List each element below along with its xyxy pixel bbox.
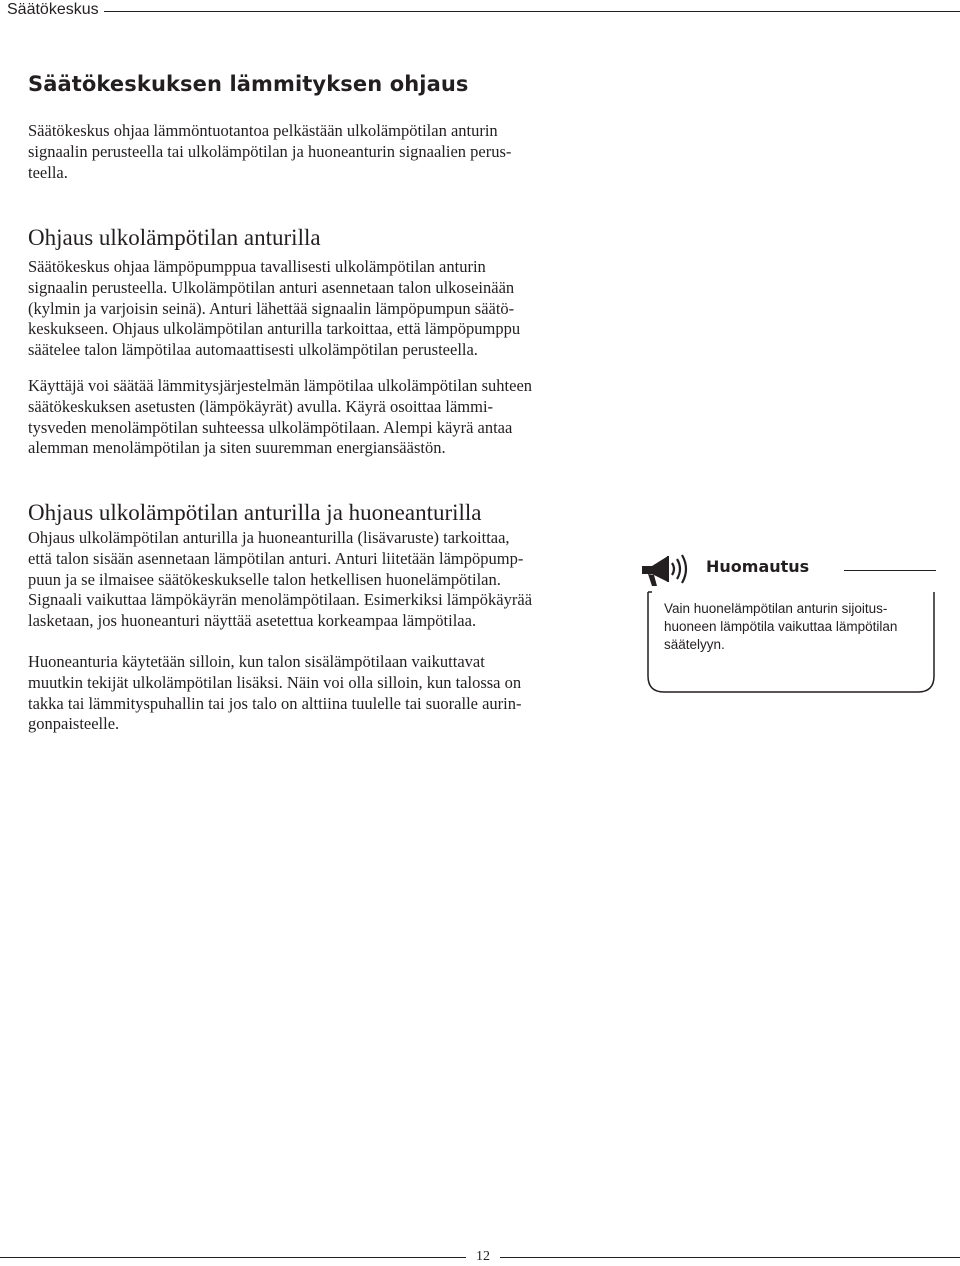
text-line: Huoneanturia käytetään silloin, kun talon sisälämpötilaan vaikuttavat: [28, 652, 485, 671]
section1-paragraph-1: [28, 257, 568, 361]
megaphone-icon: [638, 546, 694, 594]
text-line: säätelee talon lämpötilaa automaattisesti ulkolämpötilan perusteella.: [28, 340, 478, 360]
text-line: puun ja se ilmaisee säätökeskukselle talon hetkellisen huonelämpötilan.: [28, 569, 501, 589]
text-line: Säätökeskus ohjaa lämpöpumppua tavallisesti ulkolämpötilan anturin: [28, 257, 486, 276]
text-line: takka tai lämmityspuhallin tai jos talo on alttiina tuulelle tai suoralle aurin-: [28, 693, 522, 713]
text-line: säätökeskuksen asetusten (lämpökäyrät) avulla. Käyrä osoittaa lämmi-: [28, 396, 494, 416]
text-line: tysveden menolämpötilan suhteessa ulkolämpötilaan. Alempi käyrä antaa: [28, 417, 513, 437]
footer-rule-left: [0, 1257, 466, 1258]
text-line: huoneen lämpötila vaikuttaa lämpötilan: [664, 619, 898, 635]
text-line: Säätökeskus ohjaa lämmöntuotantoa pelkästään ulkolämpötilan anturin: [28, 121, 498, 140]
section-heading-outdoor-sensor: Ohjaus ulkolämpötilan anturilla: [28, 225, 321, 250]
intro-paragraph: [28, 121, 568, 183]
text-line: säätelyyn.: [664, 637, 725, 653]
text-line: Vain huonelämpötilan anturin sijoitus-: [664, 601, 888, 616]
text-line: lasketaan, jos huoneanturi näyttää asetettua korkeampaa lämpötilaa.: [28, 611, 477, 631]
page-number: 12: [476, 1249, 490, 1264]
text-line: gonpaisteelle.: [28, 714, 120, 734]
note-callout: [636, 546, 936, 692]
note-body: [664, 600, 930, 655]
section2-paragraph-2: [28, 652, 568, 735]
text-line: muutkin tekijät ulkolämpötilan lisäksi. Näin voi olla silloin, kun talossa on: [28, 672, 522, 692]
text-line: teella.: [28, 162, 68, 182]
text-line: signaalin perusteella. Ulkolämpötilan anturi asennetaan talon ulkoseinään: [28, 277, 515, 297]
text-line: alemman menolämpötilan ja siten suuremman energiansäästön.: [28, 438, 446, 458]
section1-paragraph-2: [28, 376, 568, 459]
text-line: Ohjaus ulkolämpötilan anturilla ja huoneanturilla (lisävaruste) tarkoittaa,: [28, 528, 510, 547]
text-line: signaalin perusteella tai ulkolämpötilan ja huoneanturin signaalien perus-: [28, 141, 512, 161]
section-heading-outdoor-and-room-sensor: Ohjaus ulkolämpötilan anturilla ja huoneanturilla: [28, 500, 482, 525]
note-title: Huomautus: [706, 557, 810, 576]
header-rule: [104, 11, 960, 12]
text-line: (kylmin ja varjoisin seinä). Anturi lähettää signaalin lämpöpumpun säätö-: [28, 298, 515, 318]
section2-paragraph-1: [28, 528, 568, 632]
note-title-rule: [844, 570, 936, 571]
text-line: Signaali vaikuttaa lämpökäyrän menolämpötilaan. Esimerkiksi lämpökäyrää: [28, 590, 533, 610]
text-line: keskukseen. Ohjaus ulkolämpötilan anturilla tarkoittaa, että lämpöpumppu: [28, 319, 521, 339]
text-line: että talon sisään asennetaan lämpötilan anturi. Anturi liitetään lämpöpump-: [28, 548, 524, 568]
footer-rule-right: [500, 1257, 960, 1258]
text-line: Käyttäjä voi säätää lämmitysjärjestelmän lämpötilaa ulkolämpötilan suhteen: [28, 376, 533, 395]
running-header: Säätökeskus: [7, 1, 99, 18]
page-title: Säätökeskuksen lämmityksen ohjaus: [28, 72, 469, 96]
